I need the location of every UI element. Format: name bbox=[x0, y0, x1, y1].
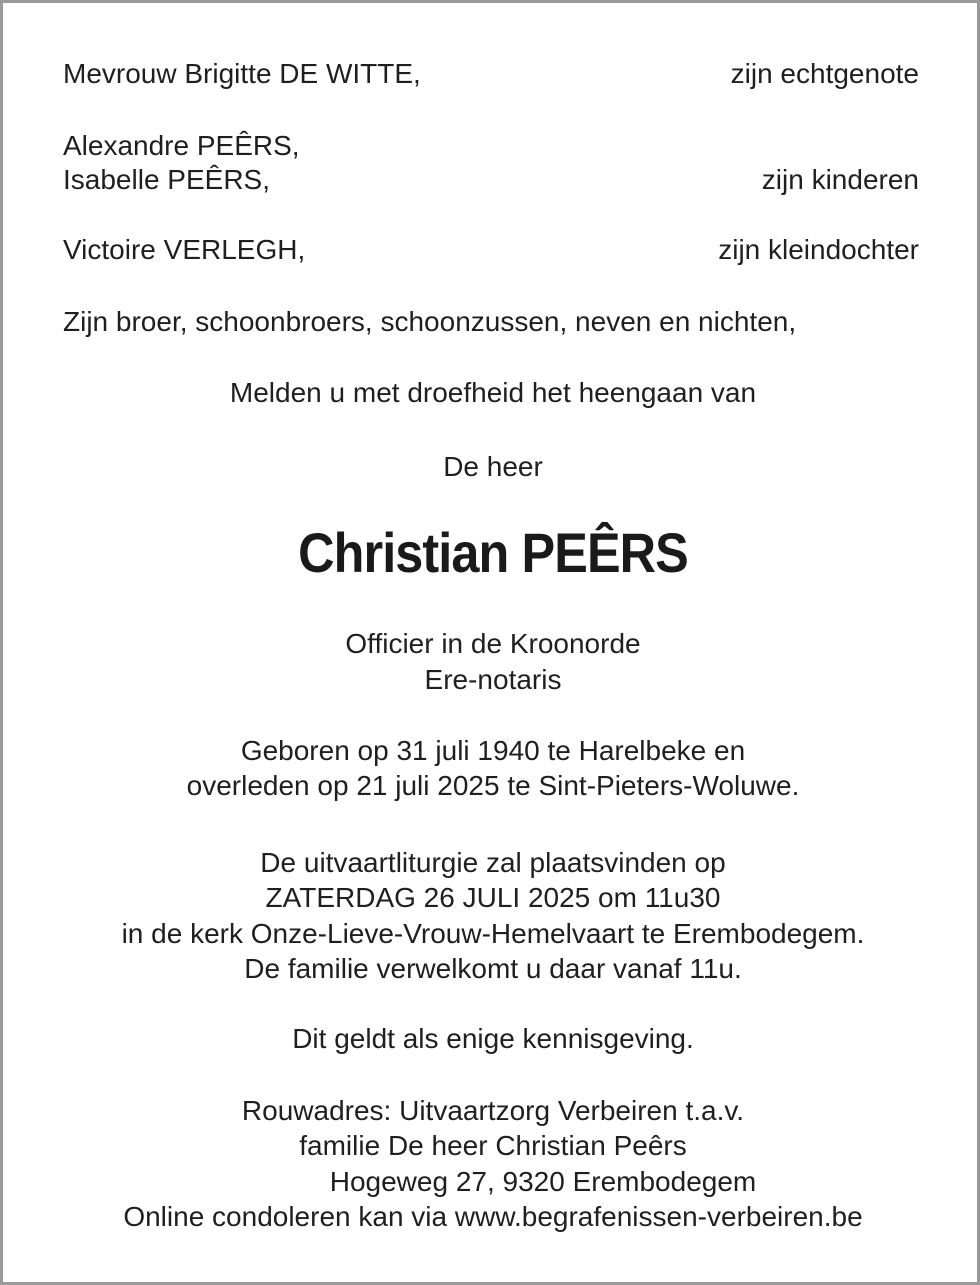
contact-line-2: familie De heer Christian Peêrs bbox=[299, 1130, 687, 1161]
spouse-row bbox=[63, 56, 919, 92]
other-relatives: Zijn broer, schoonbroers, schoonzussen, neven en nichten, bbox=[63, 306, 797, 337]
children-relation: zijn kinderen bbox=[761, 164, 919, 195]
funeral-line-1: De uitvaartliturgie zal plaatsvinden op bbox=[260, 847, 726, 878]
spouse-name: Mevrouw Brigitte DE WITTE, bbox=[63, 58, 421, 89]
funeral-line-2: ZATERDAG 26 JULI 2025 om 11u30 bbox=[265, 882, 721, 913]
title-line-1: Officier in de Kroonorde bbox=[345, 628, 641, 659]
birth-line: Geboren op 31 juli 1940 te Harelbeke en bbox=[240, 735, 746, 766]
child-name-1: Alexandre PEÊRS, bbox=[63, 130, 300, 161]
honorific: De heer bbox=[443, 451, 543, 482]
contact-line-1: Rouwadres: Uitvaartzorg Verbeiren t.a.v. bbox=[241, 1095, 745, 1126]
title-line-2: Ere-notaris bbox=[424, 664, 562, 695]
children-row bbox=[63, 162, 919, 198]
funeral-line-4: De familie verwelkomt u daar vanaf 11u. bbox=[244, 953, 742, 984]
granddaughter-name: Victoire VERLEGH, bbox=[63, 234, 306, 265]
child-name-2: Isabelle PEÊRS, bbox=[63, 164, 270, 195]
deceased-name: Christian PEÊRS bbox=[298, 521, 688, 584]
granddaughter-relation: zijn kleindochter bbox=[718, 234, 919, 265]
announcement: Melden u met droefheid het heengaan van bbox=[229, 377, 757, 408]
contact-line-3: Hogeweg 27, 9320 Erembodegem bbox=[329, 1166, 757, 1197]
spouse-relation: zijn echtgenote bbox=[730, 58, 919, 89]
funeral-line-3: in de kerk Onze-Lieve-Vrouw-Hemelvaart te Erembodegem. bbox=[121, 918, 865, 949]
granddaughter-row bbox=[63, 232, 919, 268]
notice: Dit geldt als enige kennisgeving. bbox=[292, 1023, 694, 1054]
death-line: overleden op 21 juli 2025 te Sint-Pieters-Woluwe. bbox=[186, 770, 800, 801]
contact-line-4: Online condoleren kan via www.begrafenissen-verbeiren.be bbox=[123, 1201, 863, 1232]
